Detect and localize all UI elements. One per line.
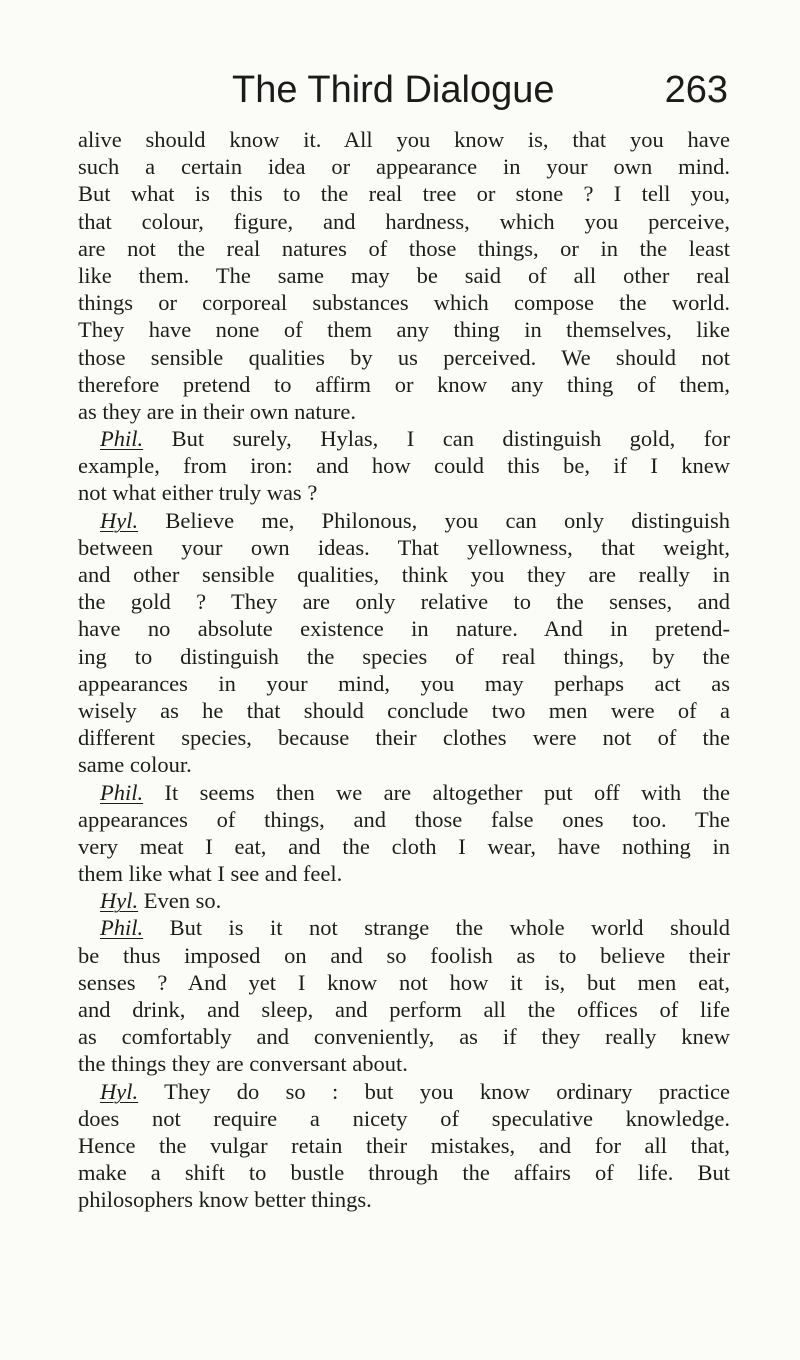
text-line: senses ? And yet I know not how it is, but men eat, (78, 969, 730, 995)
text-line: and other sensible qualities, think you they are really in (78, 562, 730, 587)
speech-text: Even so. (138, 888, 222, 914)
speech-text: But is it not strange the whole world should (143, 915, 730, 941)
text-line: as comfortably and conveniently, as if they really knew (78, 1024, 730, 1050)
speaker-name: Hyl. (100, 888, 139, 914)
text-line: philosophers know better things. (78, 1187, 372, 1213)
text-line (78, 779, 730, 806)
text-line: like them. The same may be said of all other real (78, 262, 730, 288)
chapter-title: The Third Dialogue (232, 69, 555, 111)
text-line: alive should know it. All you know is, that you have (78, 127, 730, 152)
text-line: They have none of them any thing in themselves, like (78, 317, 730, 343)
text-line (78, 507, 730, 534)
text-line: the things they are conversant about. (78, 1051, 408, 1077)
text-line: does not require a nicety of speculative knowledge. (78, 1105, 730, 1131)
running-head (232, 62, 728, 118)
speaker-name: Phil. (100, 915, 144, 941)
body-text (78, 126, 730, 1214)
speech-text: It seems then we are altogether put off with the (143, 779, 730, 805)
text-line: different species, because their clothes were not of the (78, 725, 730, 751)
speaker-name: Hyl. (100, 1078, 139, 1104)
page-number: 263 (664, 69, 728, 111)
text-line: not what either truly was ? (78, 480, 318, 506)
text-line: and drink, and sleep, and perform all the offices of life (78, 997, 730, 1022)
text-line: same colour. (78, 752, 192, 778)
text-line (78, 914, 730, 941)
text-line: appearances of things, and those false ones too. The (78, 806, 730, 832)
speech-text: Believe me, Philonous, you can only distinguish (138, 507, 730, 533)
speaker-name: Phil. (100, 426, 144, 452)
text-line: appearances in your mind, you may perhaps act as (78, 670, 730, 696)
text-line: the gold ? They are only relative to the senses, and (78, 589, 730, 615)
text-line: that colour, figure, and hardness, which you perceive, (78, 208, 730, 234)
text-line (78, 887, 730, 914)
text-line: be thus imposed on and so foolish as to believe their (78, 942, 730, 968)
text-line: example, from iron: and how could this be, if I knew (78, 453, 730, 479)
text-line: between your own ideas. That yellowness, that weight, (78, 534, 730, 560)
text-line: them like what I see and feel. (78, 861, 343, 887)
text-line (78, 1078, 730, 1105)
speech-text: They do so : but you know ordinary practice (138, 1078, 730, 1104)
text-line: wisely as he that should conclude two men were of a (78, 697, 730, 723)
text-line: therefore pretend to affirm or know any thing of them, (78, 371, 730, 397)
text-line: those sensible qualities by us perceived. We should not (78, 344, 730, 370)
speech-text: But surely, Hylas, I can distinguish gold, for (143, 426, 730, 452)
text-line: have no absolute existence in nature. And in pretend- (78, 616, 730, 642)
text-line: make a shift to bustle through the affairs of life. But (78, 1160, 730, 1186)
text-line: such a certain idea or appearance in your own mind. (78, 154, 730, 180)
text-line (78, 425, 730, 452)
text-line: very meat I eat, and the cloth I wear, have nothing in (78, 833, 730, 859)
text-line: things or corporeal substances which compose the world. (78, 290, 730, 316)
speaker-name: Phil. (100, 779, 144, 805)
text-line: as they are in their own nature. (78, 398, 357, 424)
speaker-name: Hyl. (100, 507, 139, 533)
text-line: ing to distinguish the species of real things, by the (78, 643, 730, 669)
text-line: But what is this to the real tree or stone ? I tell you, (78, 181, 730, 207)
text-line: Hence the vulgar retain their mistakes, and for all that, (78, 1132, 730, 1158)
text-line: are not the real natures of those things, or in the least (78, 235, 730, 261)
